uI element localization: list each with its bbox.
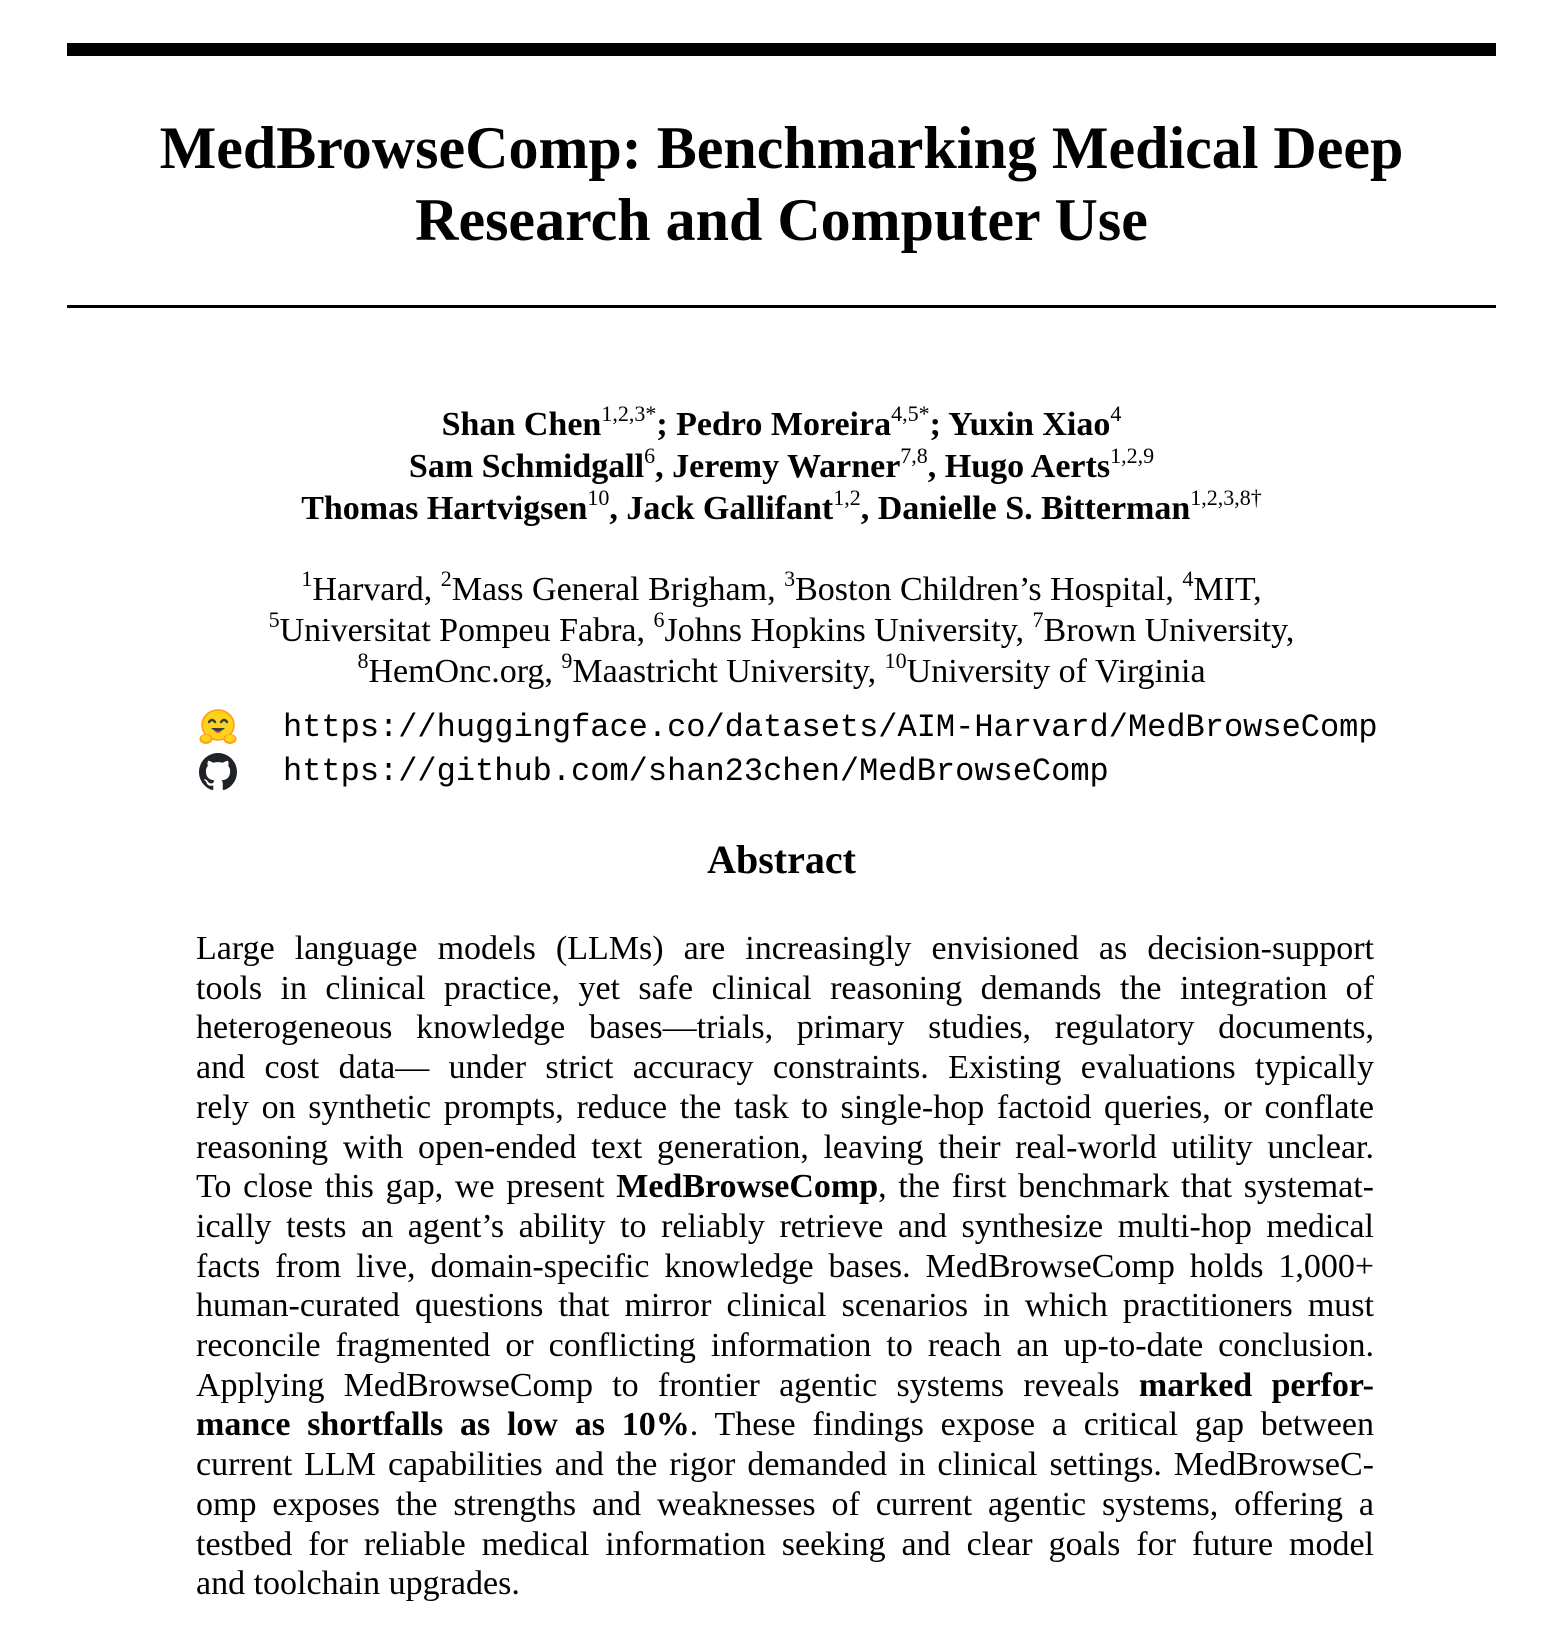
author-affiliation-marker: 1,2,9 [1110,442,1155,468]
affiliation-name: University of Virginia [906,653,1206,690]
author-line-1: Shan Chen$^{1,2,3*}$; Pedro Moreira$^{4,5*}$; Yuxin Xiao$^4$ [441,400,1122,443]
affiliation-name: Universitat Pompeu Fabra [279,612,637,649]
github-icon [196,752,240,792]
author-affiliation-marker: 6 [644,442,656,468]
title-line: Research and Computer Use [415,187,1148,253]
author-affiliation-marker: 1,2,3,8† [1190,484,1262,510]
affiliation-line-2: $^5$Universitat Pompeu Fabra, $^6$Johns Hopkins University, $^7$Brown University, [268,606,1295,649]
author-name: Jack Gallifant [626,490,834,527]
abstract-heading: Abstract [707,837,856,882]
bold-phrase: MedBrowseComp [616,1168,879,1206]
author-affiliation-marker: 1,2 [833,484,861,510]
abstract-line: mance shortfalls as low as 10%. These findings expose a critical gap between [196,1406,1374,1444]
author-name: Shan Chen [441,406,602,443]
affiliation-number: 8 [357,647,369,673]
github-url-link[interactable]: https://github.com/shan23chen/MedBrowseComp [283,753,1109,790]
abstract-line: tools in clinical practice, yet safe clinical reasoning demands the integration of [196,969,1374,1007]
author-affiliation-marker: 4 [1110,400,1122,426]
author-name: Danielle S. Bitterman [877,490,1191,527]
paper-title [67,112,1496,256]
affiliation-number: 3 [784,565,796,591]
abstract-line: and cost data— under strict accuracy constraints. Existing evaluations typically [196,1049,1374,1087]
abstract-line: reasoning with open-ended text generation, leaving their real-world utility unclear. [196,1128,1374,1166]
affiliation-number: 1 [301,565,313,591]
author-affiliation-marker: 7,8 [900,442,928,468]
abstract-line: human-curated questions that mirror clinical scenarios in which practitioners must [196,1287,1374,1325]
abstract-line: facts from live, domain-specific knowledge bases. MedBrowseComp holds 1,000+ [196,1247,1374,1285]
affiliation-name: Brown University [1043,612,1286,649]
affiliation-name: HemOnc.org [368,653,545,690]
affiliation-number: 9 [561,647,573,673]
affiliation-name: Johns Hopkins University [664,612,1016,649]
author-affiliation-marker: 1,2,3* [601,400,657,426]
affiliation-line-1: $^1$Harvard, $^2$Mass General Brigham, $^3$Boston Children’s Hospital, $^4$MIT, [301,565,1262,608]
affiliation-line-3: $^8$HemOnc.org, $^9$Maastricht University, $^{10}$University of Virginia [357,647,1206,690]
author-affiliation-marker: 10 [587,484,610,510]
author-name: Jeremy Warner [672,448,901,485]
affiliation-number: 6 [653,606,665,632]
affiliation-name: Harvard [312,571,424,608]
affiliation-number: 5 [268,606,280,632]
abstract-line: rely on synthetic prompts, reduce the task to single-hop factoid queries, or conflate [196,1088,1374,1126]
affiliation-number: 2 [440,565,452,591]
abstract-line: Large language models (LLMs) are increasingly envisioned as decision-support [196,930,1374,967]
affiliation-number: 7 [1032,606,1044,632]
affiliation-number: 4 [1182,565,1194,591]
github-link-row[interactable] [196,752,1109,792]
affiliation-name: MIT [1193,571,1254,608]
author-name: Sam Schmidgall [408,448,645,485]
title-bottom-rule [67,305,1496,308]
abstract-line: heterogeneous knowledge bases—trials, primary studies, regulatory documents, [196,1009,1374,1047]
author-name: Thomas Hartvigsen [301,490,588,527]
author-line-2: Sam Schmidgall$^6$, Jeremy Warner$^{7,8}$, Hugo Aerts$^{1,2,9}$ [408,442,1155,485]
author-name: Pedro Moreira [676,406,892,443]
author-list [67,400,1496,530]
title-line: MedBrowseComp: Benchmarking Medical Deep [159,115,1404,181]
abstract-line: omp exposes the strengths and weaknesses of current agentic systems, offering a [196,1485,1374,1523]
top-rule [67,43,1496,56]
abstract-line: ically tests an agent’s ability to reliably retrieve and synthesize multi-hop medical [196,1207,1374,1245]
huggingface-url-link[interactable]: https://huggingface.co/datasets/AIM-Harvard/MedBrowseComp [283,709,1378,746]
affiliation-name: Boston Children’s Hospital [795,571,1166,608]
abstract-line: and toolchain upgrades. [196,1565,520,1603]
huggingface-icon [196,708,240,748]
affiliation-name: Mass General Brigham [451,571,768,608]
abstract-line: testbed for reliable medical information seeking and clear goals for future model [196,1525,1374,1563]
affiliation-number: 10 [884,647,907,673]
abstract-line: current LLM capabilities and the rigor demanded in clinical settings. MedBrowseC- [196,1446,1374,1484]
author-name: Yuxin Xiao [948,406,1111,443]
huggingface-link-row[interactable] [196,708,1378,748]
author-line-3: Thomas Hartvigsen$^{10}$, Jack Gallifant$^{1,2}$, Danielle S. Bitterman$^{1,2,3,8\dagger}$ [301,484,1262,527]
author-name: Hugo Aerts [944,448,1111,485]
author-affiliation-marker: 4,5* [891,400,930,426]
bold-phrase: mance shortfalls as low as 10% [196,1406,690,1444]
affiliation-list [67,565,1496,692]
abstract-line: Applying MedBrowseComp to frontier agentic systems reveals marked perfor- [196,1366,1375,1404]
abstract-line: To close this gap, we present MedBrowseComp, the first benchmark that systemat- [196,1168,1374,1206]
affiliation-name: Maastricht University [572,653,868,690]
abstract-body [196,929,1374,1604]
bold-phrase: marked perfor- [1138,1366,1375,1404]
abstract-line: reconcile fragmented or conflicting information to reach an up-to-date conclusion. [196,1327,1374,1365]
